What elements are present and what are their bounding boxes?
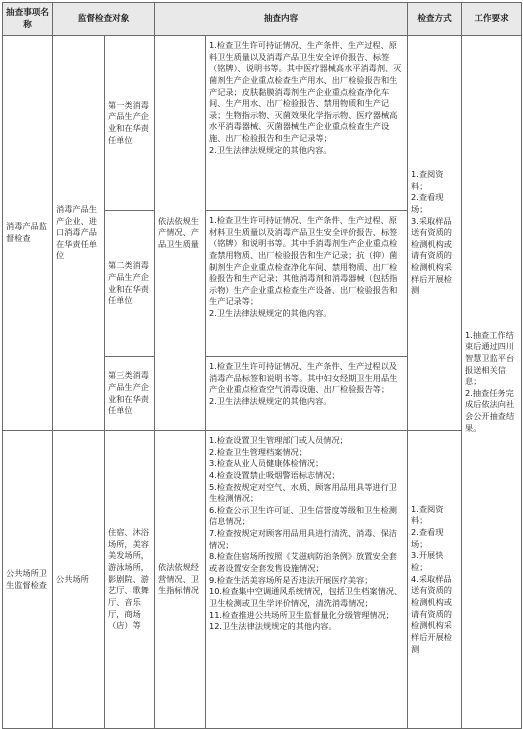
content-item: 3.检查从业人员健康体检情况； [209,458,324,469]
content-item: 2.卫生法律法规规定的其他内容。 [209,395,332,406]
method-item: 3.开展快检； [411,550,444,573]
inspection-table [2,2,522,729]
check-basis: 依法依规生产情况、产品卫生质量 [155,36,206,431]
section-object: 消毒产品生产企业、进口消毒产品在华责任单位 [53,36,105,431]
content-item: 12.卫生法律法规规定的其他内容。 [209,621,337,632]
method-item: 3.采取样品送有资质的检测机构或请有资质的检测机构采样后开展检测 [411,215,452,296]
section-object: 公共场所 [53,431,105,729]
method-cell [408,36,462,431]
content-item: 1.检查卫生许可持证情况、生产条件、生产过程、原材料卫生质量以及消毒产品卫生安全评价报告、标签（铭牌）和说明书等。其中手消毒剂生产企业重点检查禁用物质、出厂检验报告和生产记录；抗（抑）菌制剂生产企业重点检查净化车间、禁用物质、出厂检验报告和生产记录；其他消毒剂和消毒器械（包括指示物）生产企业重点检查生产设备、出厂检验报告和生产记录等； [209,215,398,307]
method-item: 1.查阅资料； [411,168,444,191]
content-item: 1.检查卫生许可持证情况、生产条件、生产过程以及消毒产品标签和说明书等。其中妇女经期卫生用品生产企业重点检查空气消毒设施、出厂检验报告等； [209,361,398,395]
category-cell: 住宿、沐浴场所，美容美发场所，游泳场所，影剧院、游艺厅、歌舞厅、音乐厅，商场（店）等 [105,431,155,729]
content-item: 8.检查住宿场所按照《艾滋病防治条例》放置安全套或者设置安全套发售设施情况； [209,551,397,574]
header-object: 监督检查对象 [53,3,155,36]
content-item: 9.检查生活美容场所是否违法开展医疗美容； [209,574,373,585]
content-item: 2.卫生法律法规规定的其他内容。 [209,144,332,155]
content-item: 5.检查按规定对空气、水质、顾客用品用具等进行卫生检测情况； [209,481,397,504]
requirement-cell [462,36,522,729]
content-item: 6.检查公示卫生许可证、卫生信誉度等级和卫生检测信息情况； [209,504,397,527]
header-requirement: 工作要求 [462,3,522,36]
content-item: 4.检查设置禁止吸烟警语标志情况； [209,469,340,480]
category-cell: 第二类消毒产品生产企业和在华责任单位 [105,211,155,357]
category-cell: 第三类消毒产品生产企业和在华责任单位 [105,357,155,431]
method-item: 2.查看现场； [411,527,444,549]
header-item-name: 抽查事项名称 [3,3,53,36]
content-item: 1.检查卫生许可持证情况、生产条件、生产过程、原料卫生质量以及消毒产品卫生安全评价报告、标签（铭牌）、说明书等。其中医疗器械高水平消毒剂、灭菌剂生产企业重点检查生产用水、出厂检验报告和生产记录；皮肤黏膜消毒剂生产企业重点检查净化车间、生产用水、出厂检验报告、禁用物质和生产记录；生物指示物、灭菌效果化学指示物、医疗器械高水平消毒器械、灭菌器械生产企业重点检查生产设施、出厂检验报告和生产记录等； [209,40,402,144]
content-cell [206,357,408,431]
content-cell [206,211,408,357]
header-content: 抽查内容 [155,3,408,36]
category-cell: 第一类消毒产品生产企业和在华责任单位 [105,36,155,211]
section-name: 消毒产品监督检查 [3,36,53,431]
content-cell [206,431,408,729]
requirement-item: 2.抽查任务完成后依法向社会公开抽查结果。 [465,387,515,433]
check-basis: 依法依规经营情况、卫生指标情况 [155,431,206,729]
content-cell [206,36,408,211]
content-item: 2.检查卫生管理档案情况； [209,446,307,457]
method-cell [408,431,462,729]
content-item: 10.检查集中空调通风系统情况，包括卫生档案情况、卫生检测或卫生学评价情况，清洗消毒情况； [209,586,403,608]
content-item: 2.卫生法律法规规定的其他内容。 [209,308,332,319]
content-item: 11.检查推进公共场所卫生监督量化分级管理情况； [209,609,394,620]
method-item: 2.查看现场； [411,192,444,214]
section-name: 公共场所卫生监督检查 [3,431,53,729]
method-item: 1.查阅资料； [411,503,444,526]
header-method: 检查方式 [408,3,462,36]
content-item: 7.检查按规定对顾客用品用具进行清洗、消毒、保洁情况； [209,528,397,550]
content-item: 1.检查设置卫生管理部门或人员情况； [209,435,348,445]
requirement-item: 1.抽查工作结束后通过四川智慧卫监平台报送相关信息； [465,329,515,387]
method-item: 4.采取样品送有资质的检测机构或请有资质的检测机构采样后开展检测 [411,573,452,654]
